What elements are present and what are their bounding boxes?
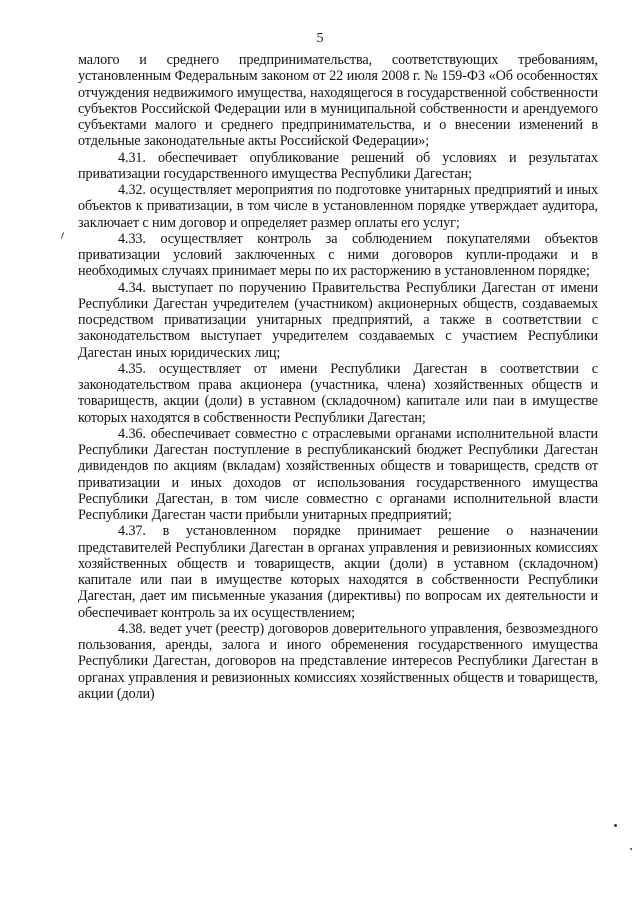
paragraph-4-32: 4.32. осуществляет мероприятия по подготовке унитарных предприятий и иных объектов к приватизации, в том числе в установленном порядке утверждает аудитора, заключает с ним договор и определяет размер оплаты его услуг; (78, 182, 598, 231)
paragraph-4-37: 4.37. в установленном порядке принимает решение о назначении представителей Республики Дагестан в органах управления и ревизионных комиссиях хозяйственных обществ и товариществ, акции (доли) в уставном (складочном) капитале или паи в имуществе которых находятся в собственности Республики Дагестан, дает им письменные указания (директивы) по вопросам их деятельности и обеспечивает контроль за их осуществлением; (78, 523, 598, 621)
paragraph-4-35: 4.35. осуществляет от имени Республики Дагестан в соответствии с законодательством права акционера (участника, члена) хозяйственных обществ и товариществ, акции (доли) в уставном (складочном) капитале или паи в имуществе которых находятся в собственности Республики Дагестан; (78, 360, 598, 426)
scan-artifact-dot (614, 824, 617, 827)
paragraph-4-38: 4.38. ведет учет (реестр) договоров доверительного управления, безвозмездного пользования, аренды, залога и иного обременения государственного имущества Республики Дагестан, договоров на представление интересов Республики Дагестан в органах управления и ревизионных комиссиях хозяйственных обществ и товариществ, акции (доли) (78, 620, 598, 702)
scan-artifact-dot (630, 848, 632, 850)
paragraph-continuation: малого и среднего предпринимательства, соответствующих требованиям, установленным Федеральным законом от 22 июля 2008 г. № 159-ФЗ «Об особенностях отчуждения недвижимого имущества, находящегося в государственной собственности субъектов Российской Федерации или в муниципальной собственности и арендуемого субъектами малого и среднего предпринимательства, и о внесении изменений в отдельные законодательные акты Российской Федерации»; (78, 52, 598, 150)
document-body (78, 52, 598, 702)
scan-artifact-mark (61, 232, 64, 239)
paragraph-4-36: 4.36. обеспечивает совместно с отраслевыми органами исполнительной власти Республики Дагестан поступление в республиканский бюджет Республики Дагестан дивидендов по акциям (вкладам) хозяйственных обществ и товариществ, средств от приватизации и иных доходов от использования государственного имущества Республики Дагестан, в том числе совместно с органами исполнительной власти Республики Дагестан части прибыли унитарных предприятий; (78, 425, 598, 523)
paragraph-4-33: 4.33. осуществляет контроль за соблюдением покупателями объектов приватизации условий заключенных с ними договоров купли-продажи и в необходимых случаях принимает меры по их расторжению в установленном порядке; (78, 230, 598, 280)
paragraph-4-34: 4.34. выступает по поручению Правительства Республики Дагестан от имени Республики Дагестан учредителем (участником) акционерных обществ, создаваемых посредством приватизации унитарных предприятий, а также в соответствии с законодательством выступает учредителем создаваемых с участием Республики Дагестан иных юридических лиц; (78, 279, 598, 361)
page-number: 5 (316, 31, 324, 46)
paragraph-4-31: 4.31. обеспечивает опубликование решений об условиях и результатах приватизации государственного имущества Республики Дагестан; (78, 149, 598, 182)
